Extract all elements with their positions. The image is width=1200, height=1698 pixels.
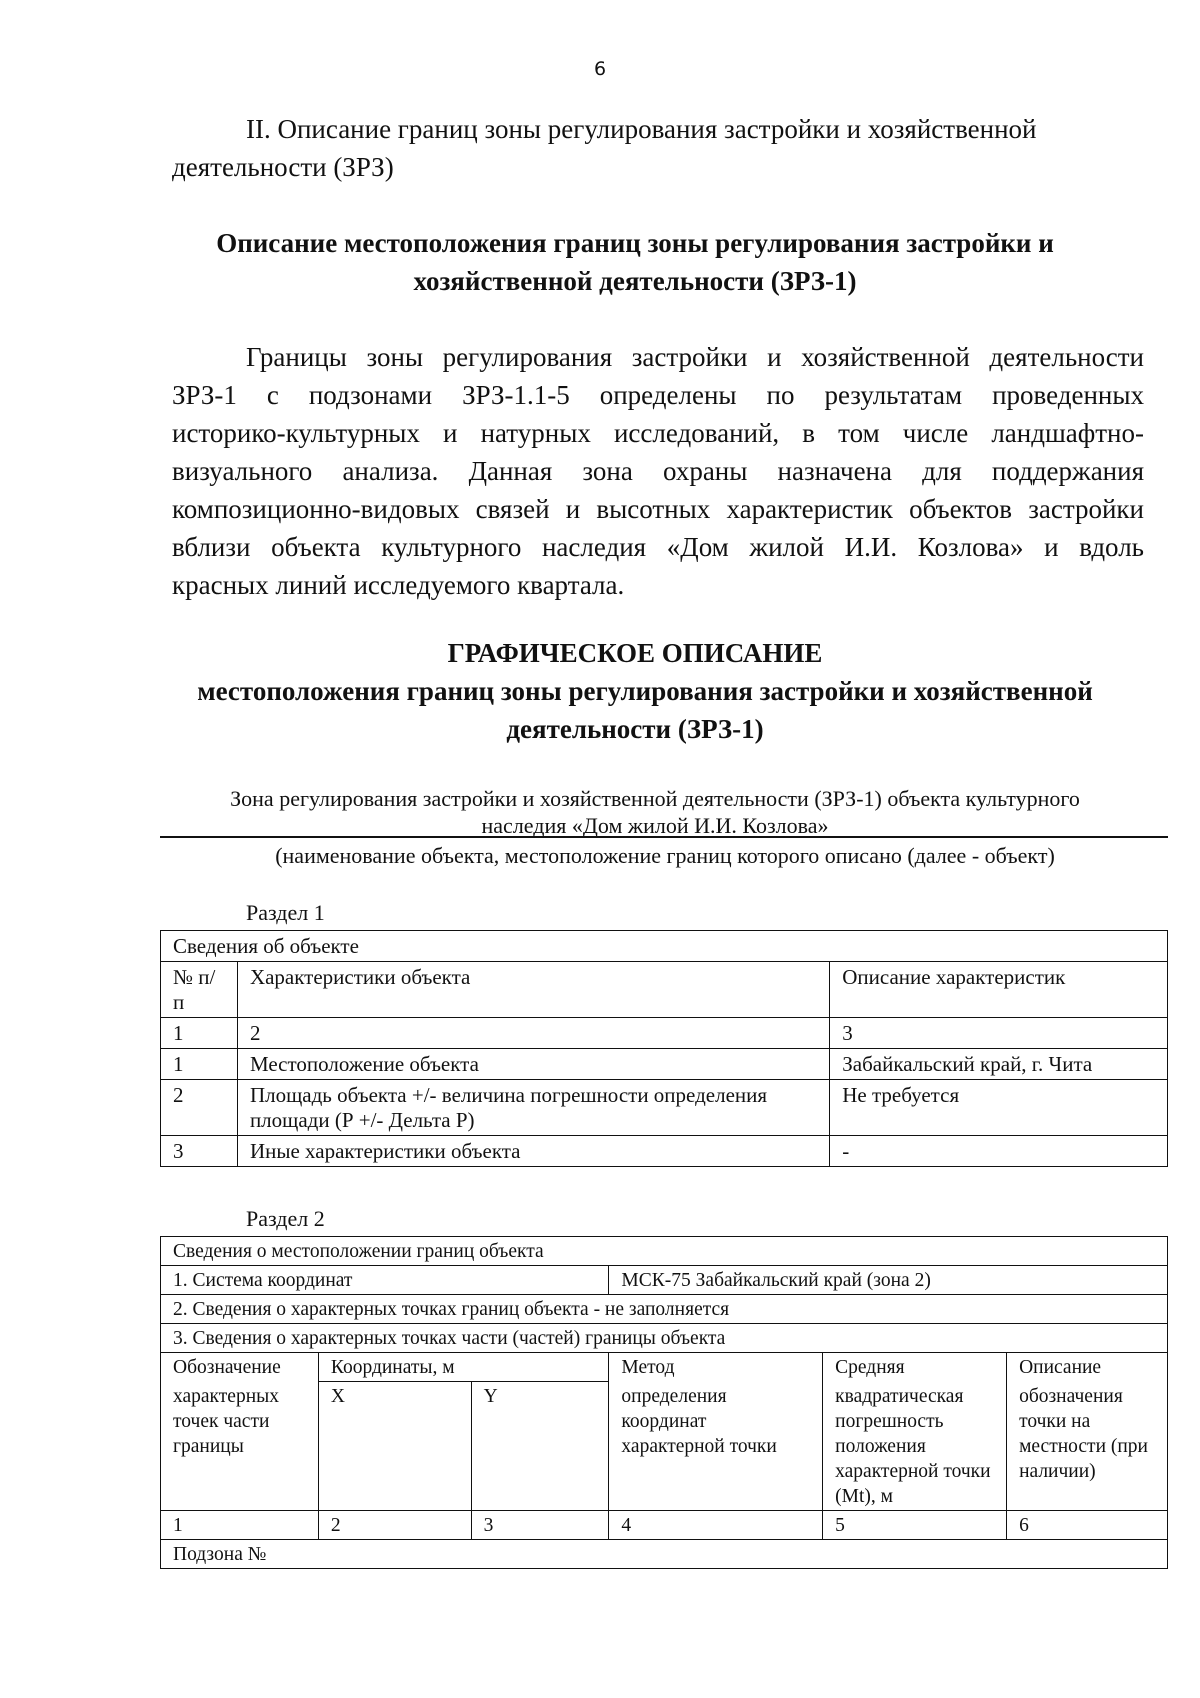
col-designation-top: Обозначение (161, 1353, 319, 1382)
subzone-row: Подзона № (161, 1539, 1168, 1568)
table-row (161, 1510, 1168, 1539)
col-designation: характерных точек части границы (161, 1382, 319, 1511)
object-name-line2: наследия «Дом жилой И.И. Козлова» (481, 813, 829, 838)
table-row (161, 1136, 1168, 1167)
col-y: Y (471, 1382, 609, 1511)
table-row (161, 1080, 1168, 1136)
object-underline (160, 836, 1168, 838)
col-description: обозначения точки на местности (при наличии) (1007, 1382, 1168, 1511)
table-cell: 1 (161, 1049, 238, 1080)
section-heading-line2: деятельности (ЗРЗ) (172, 152, 394, 182)
table-row (161, 1266, 1168, 1295)
col-method: определения координат характерной точки (609, 1382, 823, 1511)
boundary-table (160, 1236, 1168, 1569)
table-cell: Площадь объекта +/- величина погрешности определения площади (Р +/- Дельта Р) (237, 1080, 829, 1136)
table-row (161, 1018, 1168, 1049)
table-cell: Забайкальский край, г. Чита (830, 1049, 1168, 1080)
section2-label: Раздел 2 (246, 1206, 325, 1231)
table-row (161, 931, 1168, 962)
col-description-top: Описание (1007, 1353, 1168, 1382)
object-info-table (160, 930, 1168, 1167)
col-x: X (318, 1382, 471, 1511)
coord-system-value: МСК-75 Забайкальский край (зона 2) (609, 1266, 1168, 1295)
table-row (161, 962, 1168, 1018)
col-characteristics: Характеристики объекта (237, 962, 829, 1018)
parts-note: 3. Сведения о характерных точках части (частей) границы объекта (161, 1324, 1168, 1353)
table-cell: 5 (823, 1510, 1007, 1539)
table-row (161, 1049, 1168, 1080)
table-cell: 3 (471, 1510, 609, 1539)
page-number: 6 (593, 58, 607, 80)
title-line2: хозяйственной деятельности (ЗРЗ-1) (413, 266, 857, 296)
table-cell: 3 (830, 1018, 1168, 1049)
graphic-subtitle-line1: местоположения границ зоны регулирования застройки и хозяйственной (197, 676, 1093, 706)
table-row (161, 1539, 1168, 1568)
paragraph-line: ЗРЗ-1 с подзонами ЗРЗ-1.1-5 определены по результатам проведенных (172, 380, 1144, 410)
paragraph-line: историко-культурных и натурных исследований, в том числе ландшафтно- (172, 418, 1144, 448)
col-error-top: Средняя (823, 1353, 1007, 1382)
table-cell: 4 (609, 1510, 823, 1539)
graphic-title: ГРАФИЧЕСКОЕ ОПИСАНИЕ (447, 638, 823, 668)
col-coordinates: Координаты, м (318, 1353, 609, 1382)
table-cell: Иные характеристики объекта (237, 1136, 829, 1167)
table-cell: 6 (1007, 1510, 1168, 1539)
table-cell: 2 (318, 1510, 471, 1539)
table-row (161, 1382, 1168, 1511)
section-heading-line1: II. Описание границ зоны регулирования застройки и хозяйственной (246, 114, 1037, 144)
table-row (161, 1353, 1168, 1382)
graphic-subtitle-line2: деятельности (ЗРЗ-1) (506, 714, 764, 744)
table-header: Сведения об объекте (161, 931, 1168, 962)
paragraph-line: Границы зоны регулирования застройки и хозяйственной деятельности (246, 342, 1144, 372)
col-number: № п/п (161, 962, 238, 1018)
paragraph-line: визуального анализа. Данная зона охраны назначена для поддержания (172, 456, 1144, 486)
section1-label: Раздел 1 (246, 900, 325, 925)
table-cell: Местоположение объекта (237, 1049, 829, 1080)
table-cell: - (830, 1136, 1168, 1167)
table-cell: 2 (161, 1080, 238, 1136)
paragraph-line: вблизи объекта культурного наследия «Дом жилой И.И. Козлова» и вдоль (172, 532, 1144, 562)
table-cell: 2 (237, 1018, 829, 1049)
col-error: квадратическая погрешность положения характерной точки (Mt), м (823, 1382, 1007, 1511)
col-method-top: Метод (609, 1353, 823, 1382)
col-description: Описание характеристик (830, 962, 1168, 1018)
table-cell: 1 (161, 1510, 319, 1539)
paragraph-line: композиционно-видовых связей и высотных характеристик объектов застройки (172, 494, 1144, 524)
object-name-line1: Зона регулирования застройки и хозяйственной деятельности (ЗРЗ-1) объекта культурного (230, 786, 1080, 811)
title-line1: Описание местоположения границ зоны регулирования застройки и (216, 228, 1054, 258)
object-caption: (наименование объекта, местоположение границ которого описано (далее - объект) (275, 843, 1055, 868)
points-note: 2. Сведения о характерных точках границ объекта - не заполняется (161, 1295, 1168, 1324)
table-row (161, 1324, 1168, 1353)
paragraph-line: красных линий исследуемого квартала. (172, 570, 625, 600)
table-cell: 3 (161, 1136, 238, 1167)
table-cell: Не требуется (830, 1080, 1168, 1136)
coord-system-label: 1. Система координат (161, 1266, 609, 1295)
table-cell: 1 (161, 1018, 238, 1049)
table-header: Сведения о местоположении границ объекта (161, 1237, 1168, 1266)
table-row (161, 1237, 1168, 1266)
table-row (161, 1295, 1168, 1324)
